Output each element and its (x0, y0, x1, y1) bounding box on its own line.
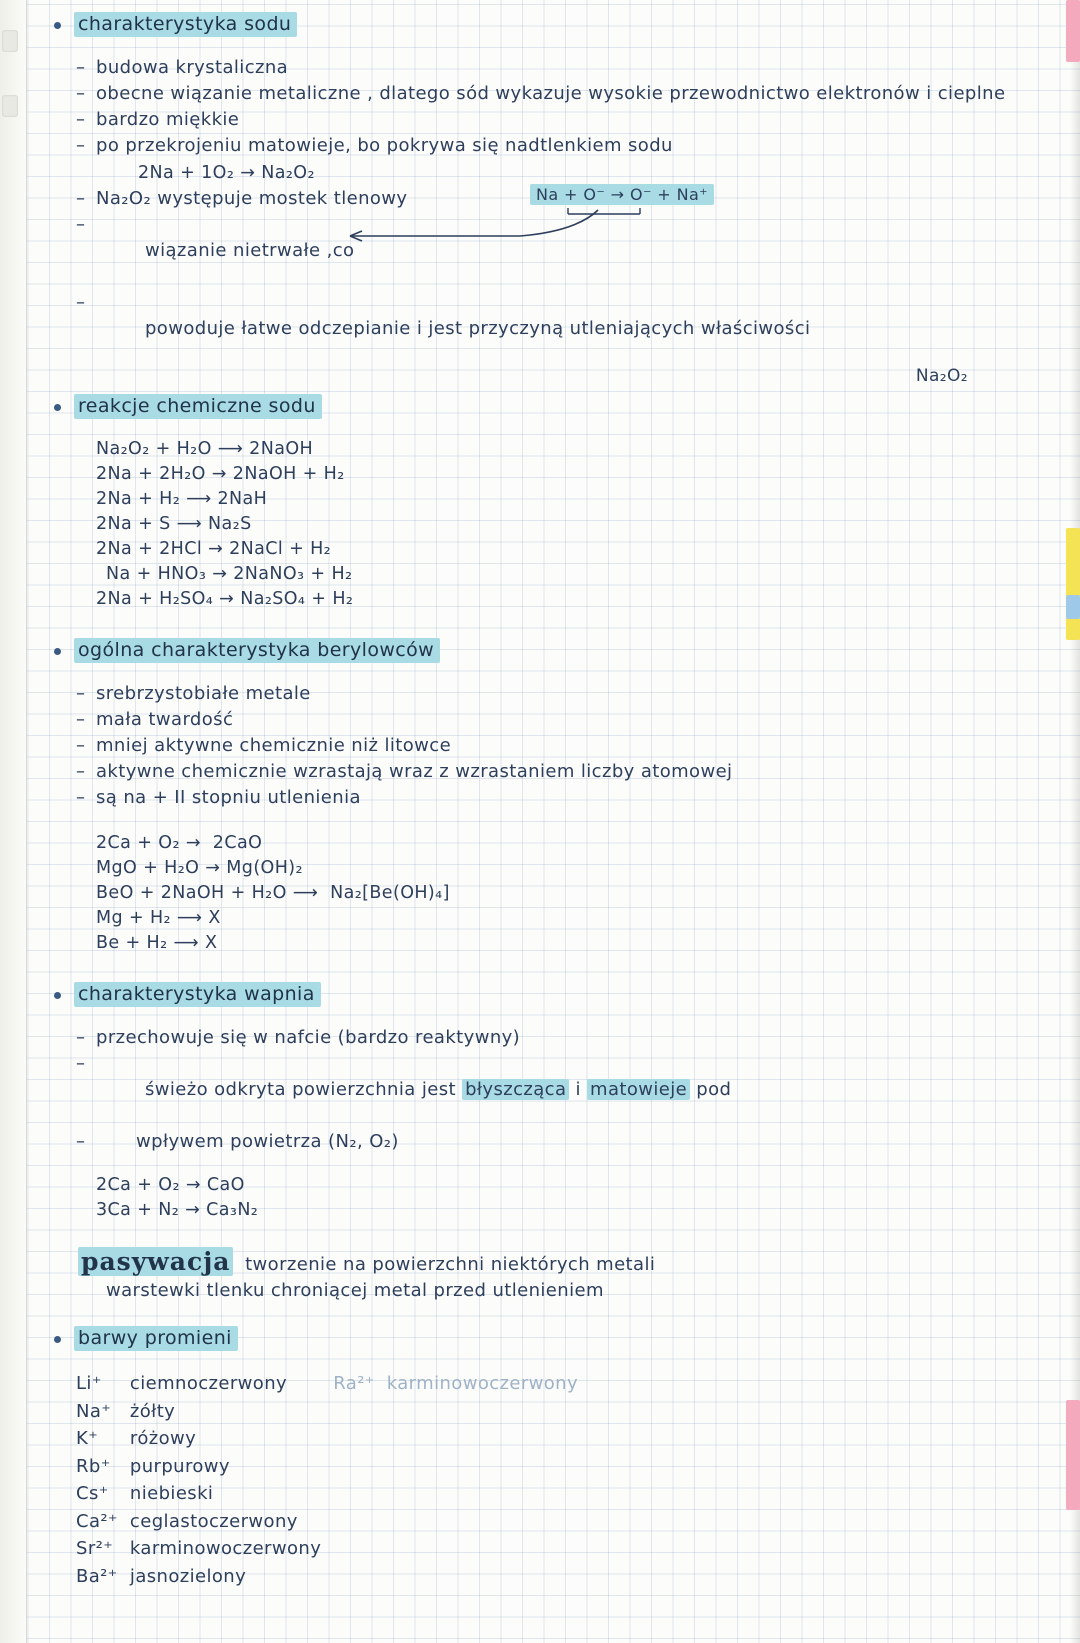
bullet-icon (54, 648, 61, 655)
binder-hole (2, 95, 18, 117)
section-heading-sodium (40, 12, 1058, 37)
sodium-properties-list (40, 55, 1058, 159)
calcium-line-part-b: i (569, 1079, 588, 1100)
ion-color: purpurowy (129, 1455, 230, 1477)
calcium-line-continuation: – wpływem powietrza (N₂, O₂) (74, 1129, 1058, 1155)
table-row (76, 1399, 588, 1425)
table-row (76, 1454, 588, 1480)
ion-color: ceglastoczerwony (129, 1510, 298, 1532)
table-row (76, 1509, 588, 1535)
equation: 2Ca + O₂ → 2CaO (96, 833, 263, 853)
list-item: – obecne wiązanie metaliczne , dlatego sód wykazuje wysokie przewodnictwo elektronów i cieplne (74, 81, 1058, 107)
page-tab-yellow (1066, 528, 1080, 640)
heading-text: reakcje chemiczne sodu (74, 394, 322, 419)
equation: Na + HNO₃ → 2NaNO₃ + H₂ (106, 564, 353, 584)
list-item: – mniej aktywne chemicznie niż litowce (74, 733, 1058, 759)
list-item: – są na + II stopniu utlenienia (74, 785, 1058, 811)
table-row (76, 1426, 588, 1452)
highlighted-word-matte: matowieje (587, 1079, 690, 1100)
note-line (74, 212, 1058, 290)
sodium-peroxide-annotation: Na₂O₂ (915, 366, 968, 386)
term-pasywacja: pasywacja (78, 1247, 233, 1276)
heading-text: ogólna charakterystyka berylowców (74, 638, 440, 663)
calcium-equations (40, 1173, 1058, 1223)
ion-color: ciemnoczerwony (129, 1373, 288, 1394)
section-heading-beryllium-group (40, 638, 1058, 663)
page-tab-pink-lower (1066, 1400, 1080, 1510)
bullet-icon (54, 992, 61, 999)
list-item: – Na₂O₂ występuje mostek tlenowy (74, 186, 1058, 212)
ion-color: żółty (129, 1400, 176, 1422)
bullet-icon (54, 404, 61, 411)
ion-color: karminowoczerwony (129, 1538, 322, 1559)
heading-text: charakterystyka sodu (74, 12, 297, 37)
faded-note-color: karminowoczerwony (386, 1373, 579, 1394)
ion-symbol: Ba²⁺ (76, 1565, 118, 1587)
bridge-equation-text: Na + O⁻ → O⁻ + Na⁺ (530, 184, 714, 205)
page-tab-pink (1066, 0, 1080, 62)
note-line (74, 290, 1058, 368)
note-line-text: powoduje łatwe odczepianie i jest przyczyną utleniających właściwości (144, 318, 811, 339)
passivation-definition (40, 1247, 1058, 1304)
ion-symbol: Rb⁺ (76, 1455, 111, 1477)
calcium-line-part-a: świeżo odkryta powierzchnia jest (144, 1079, 463, 1100)
list-item: – mała twardość (74, 707, 1058, 733)
ion-symbol: K⁺ (76, 1428, 99, 1449)
calcium-line-part-c: pod (690, 1079, 732, 1100)
sodium-reaction-equations (40, 437, 1058, 612)
beryllium-group-equations (40, 831, 1058, 956)
bullet-icon (54, 22, 61, 29)
equation: 2Na + 2H₂O → 2NaOH + H₂ (96, 464, 345, 484)
equation: BeO + 2NaOH + H₂O ⟶ Na₂[Be(OH)₄] (96, 883, 450, 903)
note-line-text: wiązanie nietrwałe ,co (144, 240, 355, 261)
list-item: – bardzo miękkie (74, 107, 1058, 133)
calcium-properties (40, 1025, 1058, 1155)
list-item: – po przekrojeniu matowieje, bo pokrywa się nadtlenkiem sodu (74, 133, 1058, 159)
page-right-shadow (1070, 0, 1080, 1643)
equation: 2Na + S ⟶ Na₂S (96, 514, 252, 534)
definition-text: tworzenie na powierzchni niektórych metali (238, 1254, 656, 1275)
sodium-oxidation-equation: 2Na + 1O₂ → Na₂O₂ (138, 163, 315, 183)
equation: MgO + H₂O → Mg(OH)₂ (96, 858, 303, 878)
bullet-icon (54, 1336, 61, 1343)
list-item (74, 1051, 1058, 1129)
ion-symbol: Sr²⁺ (76, 1538, 114, 1559)
flame-colors-table (74, 1369, 590, 1591)
heading-text: barwy promieni (74, 1326, 238, 1351)
bridge-equation-box (530, 184, 714, 205)
ion-symbol: Cs⁺ (76, 1483, 109, 1504)
ion-color: niebieski (129, 1483, 214, 1504)
list-item: – przechowuje się w nafcie (bardzo reaktywny) (74, 1025, 1058, 1051)
ion-symbol: Ca²⁺ (76, 1510, 118, 1532)
equation: 2Na + 2HCl → 2NaCl + H₂ (96, 539, 332, 559)
section-heading-flame-colors (40, 1326, 1058, 1351)
table-row (76, 1481, 588, 1507)
section-heading-calcium (40, 982, 1058, 1007)
page-left-margin-strip (0, 0, 27, 1643)
ion-color: jasnozielony (129, 1565, 247, 1587)
equation: 2Na + H₂ ⟶ 2NaH (96, 489, 268, 509)
equation: Na₂O₂ + H₂O ⟶ 2NaOH (96, 439, 314, 459)
highlighted-word-shiny: błyszcząca (462, 1079, 569, 1100)
table-row (76, 1564, 588, 1590)
equation: Be + H₂ ⟶ X (96, 933, 218, 953)
list-item: – budowa krystaliczna (74, 55, 1058, 81)
list-item: – srebrzystobiałe metale (74, 681, 1058, 707)
section-heading-sodium-reactions (40, 394, 1058, 419)
binder-hole (2, 30, 18, 52)
equation: 2Na + H₂SO₄ → Na₂SO₄ + H₂ (96, 589, 354, 609)
ion-symbol: Na⁺ (76, 1400, 112, 1422)
definition-text-line2: warstewki tlenku chroniącej metal przed utlenieniem (106, 1280, 604, 1301)
equation: Mg + H₂ ⟶ X (96, 908, 221, 928)
beryllium-group-properties (40, 681, 1058, 811)
heading-text: charakterystyka wapnia (74, 982, 321, 1007)
equation: 3Ca + N₂ → Ca₃N₂ (96, 1200, 259, 1220)
table-row (76, 1371, 588, 1397)
sodium-peroxide-notes (40, 186, 1058, 368)
ion-symbol: Li⁺ (76, 1373, 102, 1394)
faded-note-symbol: Ra²⁺ (333, 1373, 375, 1394)
equation: 2Ca + O₂ → CaO (96, 1175, 245, 1195)
table-row (76, 1536, 588, 1562)
ion-color: różowy (129, 1428, 197, 1449)
list-item: – aktywne chemicznie wzrastają wraz z wzrastaniem liczby atomowej (74, 759, 1058, 785)
page-tab-blue (1066, 595, 1080, 619)
